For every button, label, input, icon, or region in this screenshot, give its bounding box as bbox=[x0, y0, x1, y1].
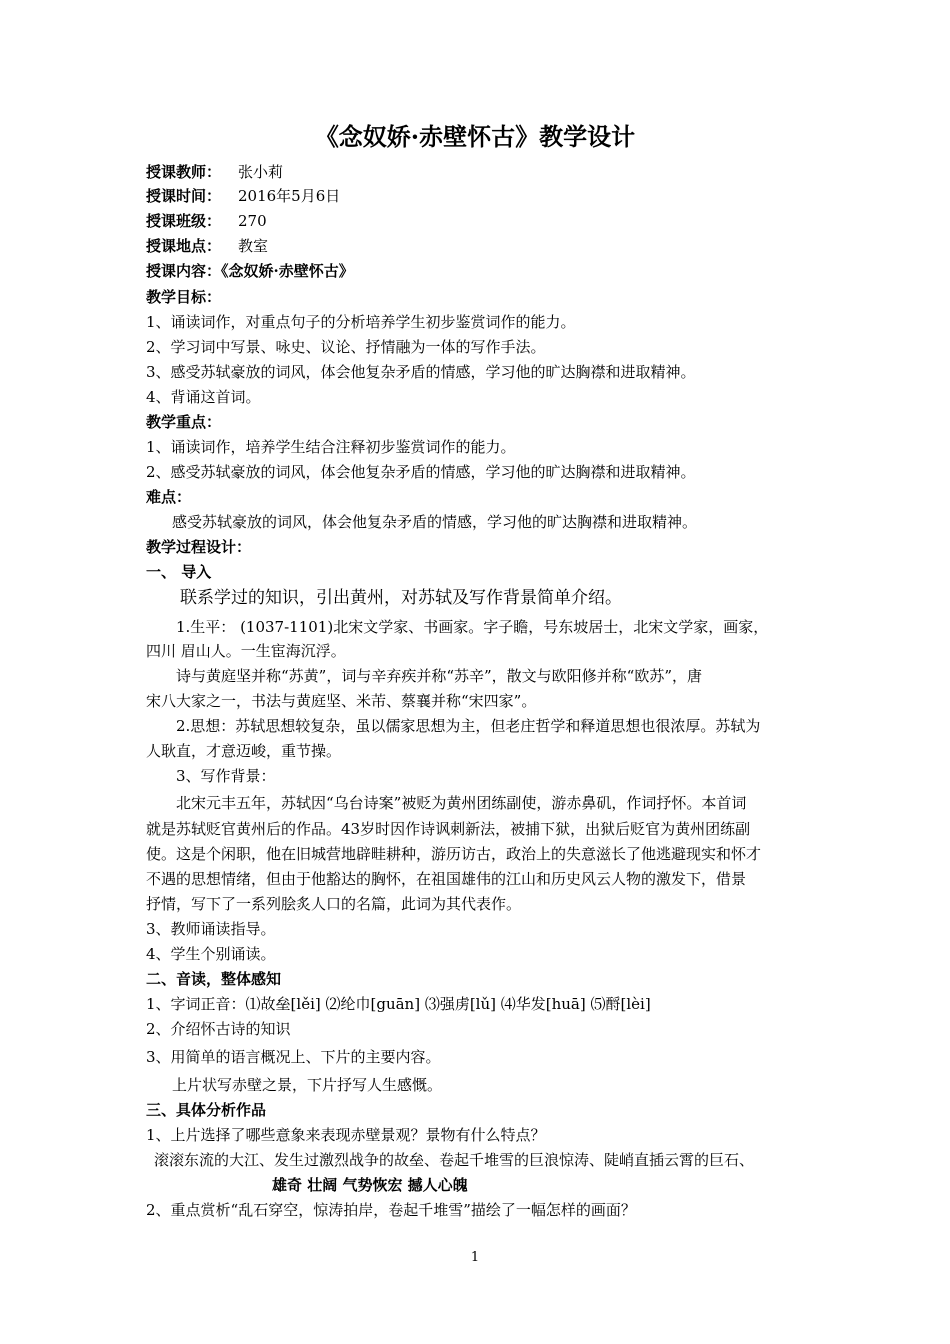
pronunciation-line: 1、字词正音：⑴故垒[lěi] ⑵纶巾[guān] ⑶强虏[lǔ] ⑷华发[huā] ⑸酹[lèi] bbox=[146, 995, 651, 1013]
step-item: 4、学生个别诵读。 bbox=[146, 945, 276, 963]
answer-1-keywords: 雄奇 壮阔 气势恢宏 撼人心魄 bbox=[272, 1176, 468, 1194]
question-2: 2、重点赏析“乱石穿空，惊涛拍岸，卷起千堆雪”描绘了一幅怎样的画面？ bbox=[146, 1201, 636, 1219]
place-value: 教室 bbox=[238, 237, 269, 255]
background-line: 北宋元丰五年，苏轼因“乌台诗案”被贬为黄州团练副使，游赤鼻矶，作词抒怀。本首词 bbox=[176, 794, 747, 812]
objective-item: 1、诵读词作，对重点句子的分析培养学生初步鉴赏词作的能力。 bbox=[146, 313, 576, 331]
document-title: 《念奴娇·赤壁怀古》教学设计 bbox=[314, 122, 636, 151]
objective-item: 2、学习词中写景、咏史、议论、抒情融为一体的写作手法。 bbox=[146, 338, 546, 356]
section1-intro: 联系学过的知识，引出黄州，对苏轼及写作背景简单介绍。 bbox=[180, 588, 622, 608]
background-line: 抒情，写下了一系列脍炙人口的名篇，此词为其代表作。 bbox=[146, 895, 522, 913]
process-heading: 教学过程设计： bbox=[146, 538, 252, 556]
section3-heading: 三、具体分析作品 bbox=[146, 1101, 267, 1119]
class-label: 授课班级： bbox=[146, 212, 222, 230]
keypoints-heading: 教学重点： bbox=[146, 413, 222, 431]
content-row: 授课内容：《念奴娇·赤壁怀古》 bbox=[146, 262, 354, 280]
objective-item: 3、感受苏轼豪放的词风，体会他复杂矛盾的情感，学习他的旷达胸襟和进取精神。 bbox=[146, 363, 696, 381]
keypoint-item: 2、感受苏轼豪放的词风，体会他复杂矛盾的情感，学习他的旷达胸襟和进取精神。 bbox=[146, 463, 696, 481]
objectives-heading: 教学目标： bbox=[146, 288, 222, 306]
section2-item: 2、介绍怀古诗的知识 bbox=[146, 1020, 291, 1038]
place-label: 授课地点： bbox=[146, 237, 222, 255]
background-line: 不遇的思想情绪，但由于他豁达的胸怀，在祖国雄伟的江山和历史风云人物的激发下，借景 bbox=[146, 870, 747, 888]
section2-answer: 上片状写赤壁之景，下片抒写人生感慨。 bbox=[172, 1076, 443, 1094]
answer-1: 滚滚东流的大江、发生过激烈战争的故垒、卷起千堆雪的巨浪惊涛、陡峭直插云霄的巨石、 bbox=[154, 1151, 755, 1169]
poet-line: 诗与黄庭坚并称“苏黄”，词与辛弃疾并称“苏辛”，散文与欧阳修并称“欧苏”，唐 bbox=[176, 667, 703, 685]
class-value: 270 bbox=[238, 212, 267, 230]
teacher-label: 授课教师： bbox=[146, 163, 222, 181]
time-label: 授课时间： bbox=[146, 187, 222, 205]
background-line: 使。这是个闲职，他在旧城营地辟畦耕种，游历访古，政治上的失意滋长了他逃避现实和怀才 bbox=[146, 845, 762, 863]
bio-line: 1.生平： (1037-1101)北宋文学家、书画家。字子瞻，号东坡居士，北宋文学家，画家， bbox=[176, 618, 769, 636]
background-heading: 3、写作背景： bbox=[176, 767, 276, 785]
section2-item: 3、用简单的语言概况上、下片的主要内容。 bbox=[146, 1048, 441, 1066]
step-item: 3、教师诵读指导。 bbox=[146, 920, 276, 938]
place-row bbox=[146, 236, 268, 256]
thought-line: 2.思想：苏轼思想较复杂，虽以儒家思想为主，但老庄哲学和释道思想也很浓厚。苏轼为 bbox=[176, 717, 761, 735]
time-row bbox=[146, 186, 340, 206]
page-number: 1 bbox=[470, 1250, 480, 1265]
section2-heading: 二、音读，整体感知 bbox=[146, 970, 282, 988]
thought-line: 人耿直，才意迈峻，重节操。 bbox=[146, 742, 342, 760]
keypoint-item: 1、诵读词作，培养学生结合注释初步鉴赏词作的能力。 bbox=[146, 438, 516, 456]
section1-heading: 一、 导入 bbox=[146, 563, 212, 581]
objective-item: 4、背诵这首词。 bbox=[146, 388, 261, 406]
class-row bbox=[146, 211, 267, 231]
bio-line: 四川 眉山人。一生宦海沉浮。 bbox=[146, 642, 346, 660]
poet-line: 宋八大家之一，书法与黄庭坚、米芾、蔡襄并称“宋四家”。 bbox=[146, 692, 537, 710]
difficulty-heading: 难点： bbox=[146, 488, 192, 506]
question-1: 1、上片选择了哪些意象来表现赤壁景观？景物有什么特点？ bbox=[146, 1126, 546, 1144]
teacher-row bbox=[146, 162, 283, 182]
time-value: 2016年5月6日 bbox=[238, 187, 341, 205]
background-line: 就是苏轼贬官黄州后的作品。43岁时因作诗讽刺新法，被捕下狱，出狱后贬官为黄州团练副 bbox=[146, 820, 751, 838]
difficulty-text: 感受苏轼豪放的词风，体会他复杂矛盾的情感，学习他的旷达胸襟和进取精神。 bbox=[172, 513, 698, 531]
teacher-value: 张小莉 bbox=[238, 163, 284, 181]
